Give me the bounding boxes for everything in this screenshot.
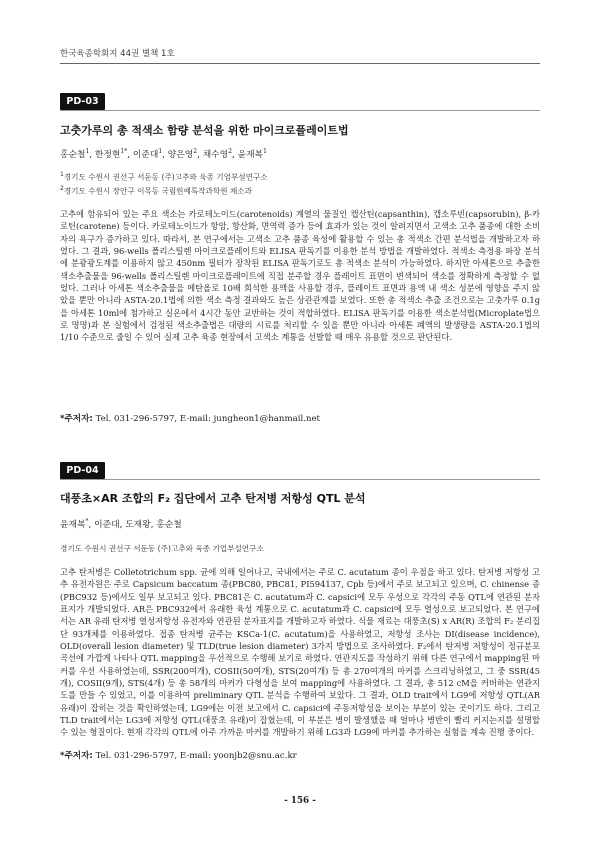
header-rule: [60, 63, 540, 64]
author-list: 윤재복*, 이준대, 도재왕, 홍순철: [60, 518, 182, 530]
affiliation-list: [60, 543, 540, 555]
author-name: 홍순철: [156, 520, 182, 530]
abstract-badge: PD-03: [60, 93, 105, 110]
contact-line: [60, 749, 540, 761]
author-name: 이준대: [94, 520, 120, 530]
affiliation-list: [60, 169, 540, 197]
page-number: - 156 -: [284, 796, 316, 806]
affiliation-line: $^1$경기도 수원시 권선구 서둔동 (주)고추와 육종 기업부설연구소: [60, 171, 268, 182]
contact-label: *주저자:: [60, 751, 93, 761]
section-rule: [60, 479, 540, 480]
journal-header: 한국육종학회지 44권 별책 1호: [60, 49, 175, 59]
abstract-title: 대풍초×AR 조합의 F₂ 집단에서 고추 탄저병 저항성 QTL 분석: [60, 492, 366, 505]
author-name: 윤재복: [237, 150, 264, 160]
abstract-title: 고춧가루의 총 적색소 함량 분석을 위한 마이크로플레이트법: [60, 124, 349, 137]
author-name: 도재왕: [125, 520, 151, 530]
abstract-body: 고추 탄저병은 Colletotrichum spp. 균에 의해 일어나고, 국내에서는 주로 C. acutatum 종이 우점을 하고 있다. 탄저병 저항성 고추 유전자원은 주로 Capsicum baccatum 종(PBC80, PBC81, PI594137, Cpb 등)에서 주로 보고되고 있으며, C. chinense 종(PBC932 등)에서도 일부 보고되고 있다. PBC81은 C. acutatum과 C. capsici에 모두 우성으로 각각의 주동 QTL에 연관된 분자표지가 개발되었다. AR은 PBC932에서 유래한 육성 계통으로 C. acutatum과 C. capsici에 모두 열성으로 보고되었다. 본 연구에서는 AR 유래 탄저병 열성저항성 유전자와 연관된 분자표지를 개발하고자 하였다. 식물 재료는 대풍초(S) x AR(R) 조합의 F₂ 분리집단 93개체를 이용하였다. 접종 탄저병 균주는 KSCa-1(C. acutatum)을 사용하였고, 저항성 조사는 DI(disease incidence), OLD(overall lesion diameter) 및 TLD(true lesion diameter) 3가지 방법으로 조사하였다. F₂에서 탄저병 저항성이 정규분포곡선에 가깝게 나타나 QTL mapping을 우선적으로 수행해 보기로 하였다. 연관지도를 작성하기 위해 다른 연구에서 mapping된 마커를 우선 사용하였는데, SSR(200여개), COSII(50여개), STS(20여개) 등 총 270여개의 마커를 스크리닝하였고, 그 중 SSR(45개), COSII(9개), STS(4개) 등 총 58개의 마커가 다형성을 보여 mapping에 사용하였다. 그 결과, 총 512 cM을 커버하는 연관지도를 만들 수 있었고, 이를 이용하여 preliminary QTL 분석을 수행하여 보았다. 그 결과, OLD trait에서 LG9에 저항성 QTL(AR 유래)이 잡히는 것을 확인하였는데, LG9에는 이전 보고에서 C. capsici에 주동저항성을 보이는 부분이 있는 곳이기도 하다. 그리고 TLD trait에서는 LG3에 저항성 QTL(대풍초 유래)이 잡혔는데, 이 부분은 병이 발생했을 때 얼마나 병반이 빨리 커지는지를 설명할 수 있는 형질이다. 현재 각각의 QTL에 아주 가까운 마커를 개발하기 위해 LG3과 LG9에 마커를 추가하는 실험을 계속 진행 중이다.: [60, 567, 540, 738]
affiliation-line: 경기도 수원시 권선구 서둔동 (주)고추와 육종 기업부설연구소: [60, 544, 264, 553]
author-list: 홍순철$^1$, 한정현$^{1*}$, 이준대$^1$, 양은영$^2$, 채수영$^2$, 윤재복$^1$: [60, 148, 267, 160]
contact-label: *주저자:: [60, 414, 93, 424]
author-name: 양은영: [167, 150, 194, 160]
abstract-badge: PD-04: [60, 462, 105, 479]
author-name: 윤재복: [60, 520, 86, 530]
contact-info: Tel. 031-296-5797, E-mail: yoonjb2@snu.ac.kr: [95, 751, 297, 761]
author-name: 채수영: [202, 150, 229, 160]
contact-line: [60, 412, 540, 424]
author-name: 홍순철: [60, 150, 86, 160]
contact-info: Tel. 031-296-5797, E-mail: jungheon1@hanmail.net: [95, 414, 321, 424]
section-rule: [60, 110, 540, 111]
abstract-body: 고추에 함유되어 있는 주요 색소는 카로테노이드(carotenoids) 계열의 물질인 캡산틴(capsanthin), 캡소루빈(capsorubin), β-카로틴(carotene) 등이다. 카로테노이드가 항암, 항산화, 면역력 증가 등에 효과가 있는 것이 알려지면서 고색소 고추 품종에 대한 소비자의 욕구가 증가하고 있다. 따라서, 본 연구에서는 고색소 고추 품종 육성에 활용할 수 있는 총 적색소 간편 분석법을 개발하고자 하였다. 그 결과, 96-wells 폴리스틸렌 마이크로플레이트와 ELISA 판독기를 이용한 분석 방법을 개발하였다. 적색소 측정용 파장 분석에 분광광도계를 이용하지 않고 450nm 필터가 장착된 ELISA 판독기로도 총 적색소 분석이 가능하였다. 하지만 아세톤으로 추출한 색소추출물을 96-wells 폴리스틸렌 마이크로플레이트에 직접 분주할 경우 플레이트 표면이 변색되어 색소를 정확하게 측정할 수 없었다. 그러나 아세톤 색소추출물을 메탄올로 10배 희석한 용액을 사용할 경우, 플레이트 표면과 용액 내 색소 성분에 영향을 주지 않았을 뿐만 아니라 ASTA-20.1법에 의한 색소 측정 결과와도 높은 상관관계를 보였다. 또한 총 적색소 추출 조건으로는 고춧가루 0.1g을 아세톤 10ml에 첨가하고 실온에서 4시간 동안 교반하는 것이 적합하였다. ELISA 판독기를 이용한 색소분석법(Microplate법으로 명명)과 본 실험에서 검정된 색소추출법은 대량의 시료를 처리할 수 있을 뿐만 아니라 아세톤 폐액의 발생량을 ASTA-20.1법의 1/10 수준으로 줄일 수 있어 실제 고추 육종 현장에서 고색소 계통을 선발할 때 매우 유용할 것으로 판단된다.: [60, 209, 540, 343]
affiliation-line: $^2$경기도 수원시 장안구 이목동 국립원예특작과학원 채소과: [60, 185, 252, 196]
author-name: 한정현: [94, 150, 121, 160]
author-name: 이준대: [132, 150, 159, 160]
